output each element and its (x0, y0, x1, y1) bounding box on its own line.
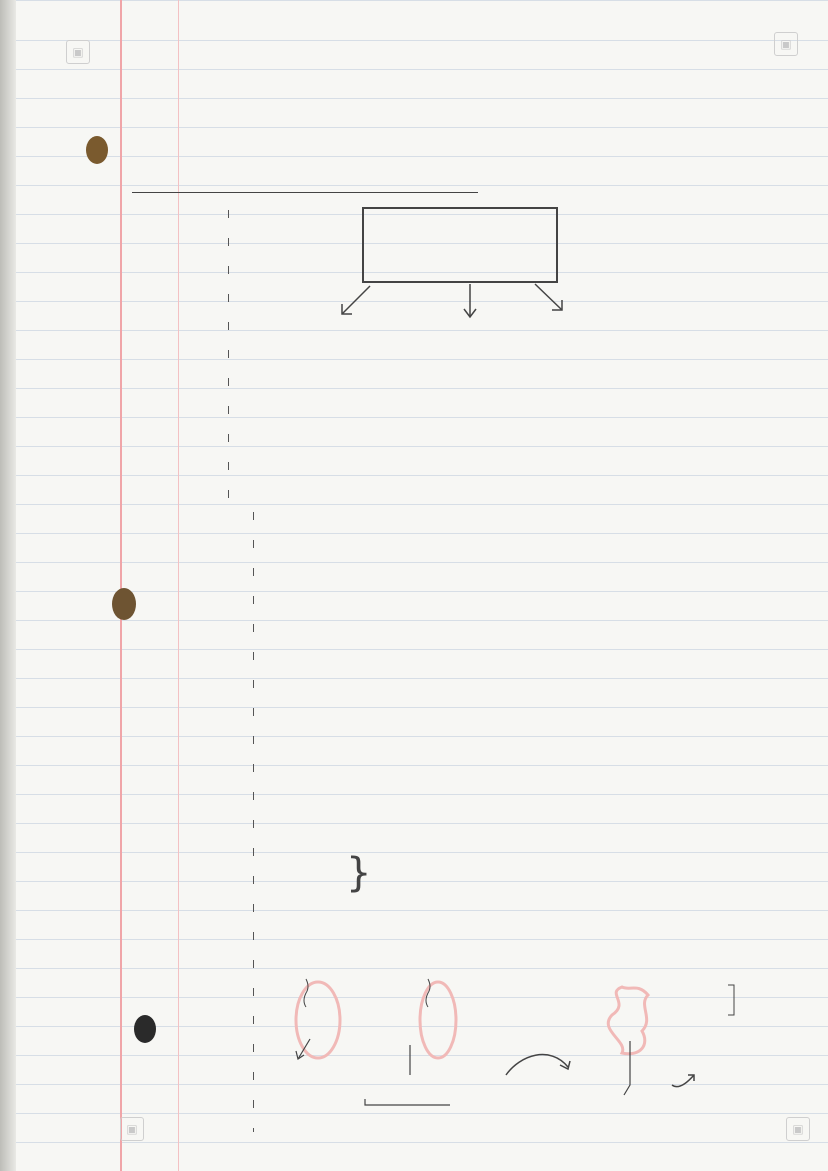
spiral-binding (0, 20, 50, 1170)
light-dependant-reaction-box (362, 207, 558, 283)
photon-wave-left (304, 979, 308, 1007)
corner-logo-icon-bottom-right: ▣ (786, 1117, 810, 1141)
corner-logo-icon-bottom-left: ▣ (120, 1117, 144, 1141)
membrane-bracket (728, 985, 734, 1015)
corner-logo-icon-top-left: ▣ (66, 40, 90, 64)
title-underline (132, 192, 478, 193)
brace-icon: } (346, 850, 372, 896)
corner-logo-icon-top-right: ▣ (774, 32, 798, 56)
punch-hole-middle (112, 588, 136, 620)
secondary-margin-line (178, 0, 179, 1171)
photosystem-1-shape (420, 982, 456, 1058)
atp-synthase-shape (608, 987, 648, 1054)
branch-arrows (330, 282, 600, 332)
hplus-path-line (365, 1099, 450, 1105)
proton-flow-up-line (624, 1041, 630, 1095)
punch-hole-top (86, 136, 108, 164)
column-divider-dashes (228, 210, 229, 510)
nadp-arrowhead (560, 1061, 570, 1069)
red-margin-line (120, 0, 122, 1171)
punch-hole-bottom (134, 1015, 156, 1043)
thylakoid-diagram (250, 975, 770, 1115)
photosystem-2-shape (296, 982, 340, 1058)
nadp-reduction-arrow (506, 1055, 568, 1075)
adp-to-atp-arrow (672, 1075, 694, 1087)
